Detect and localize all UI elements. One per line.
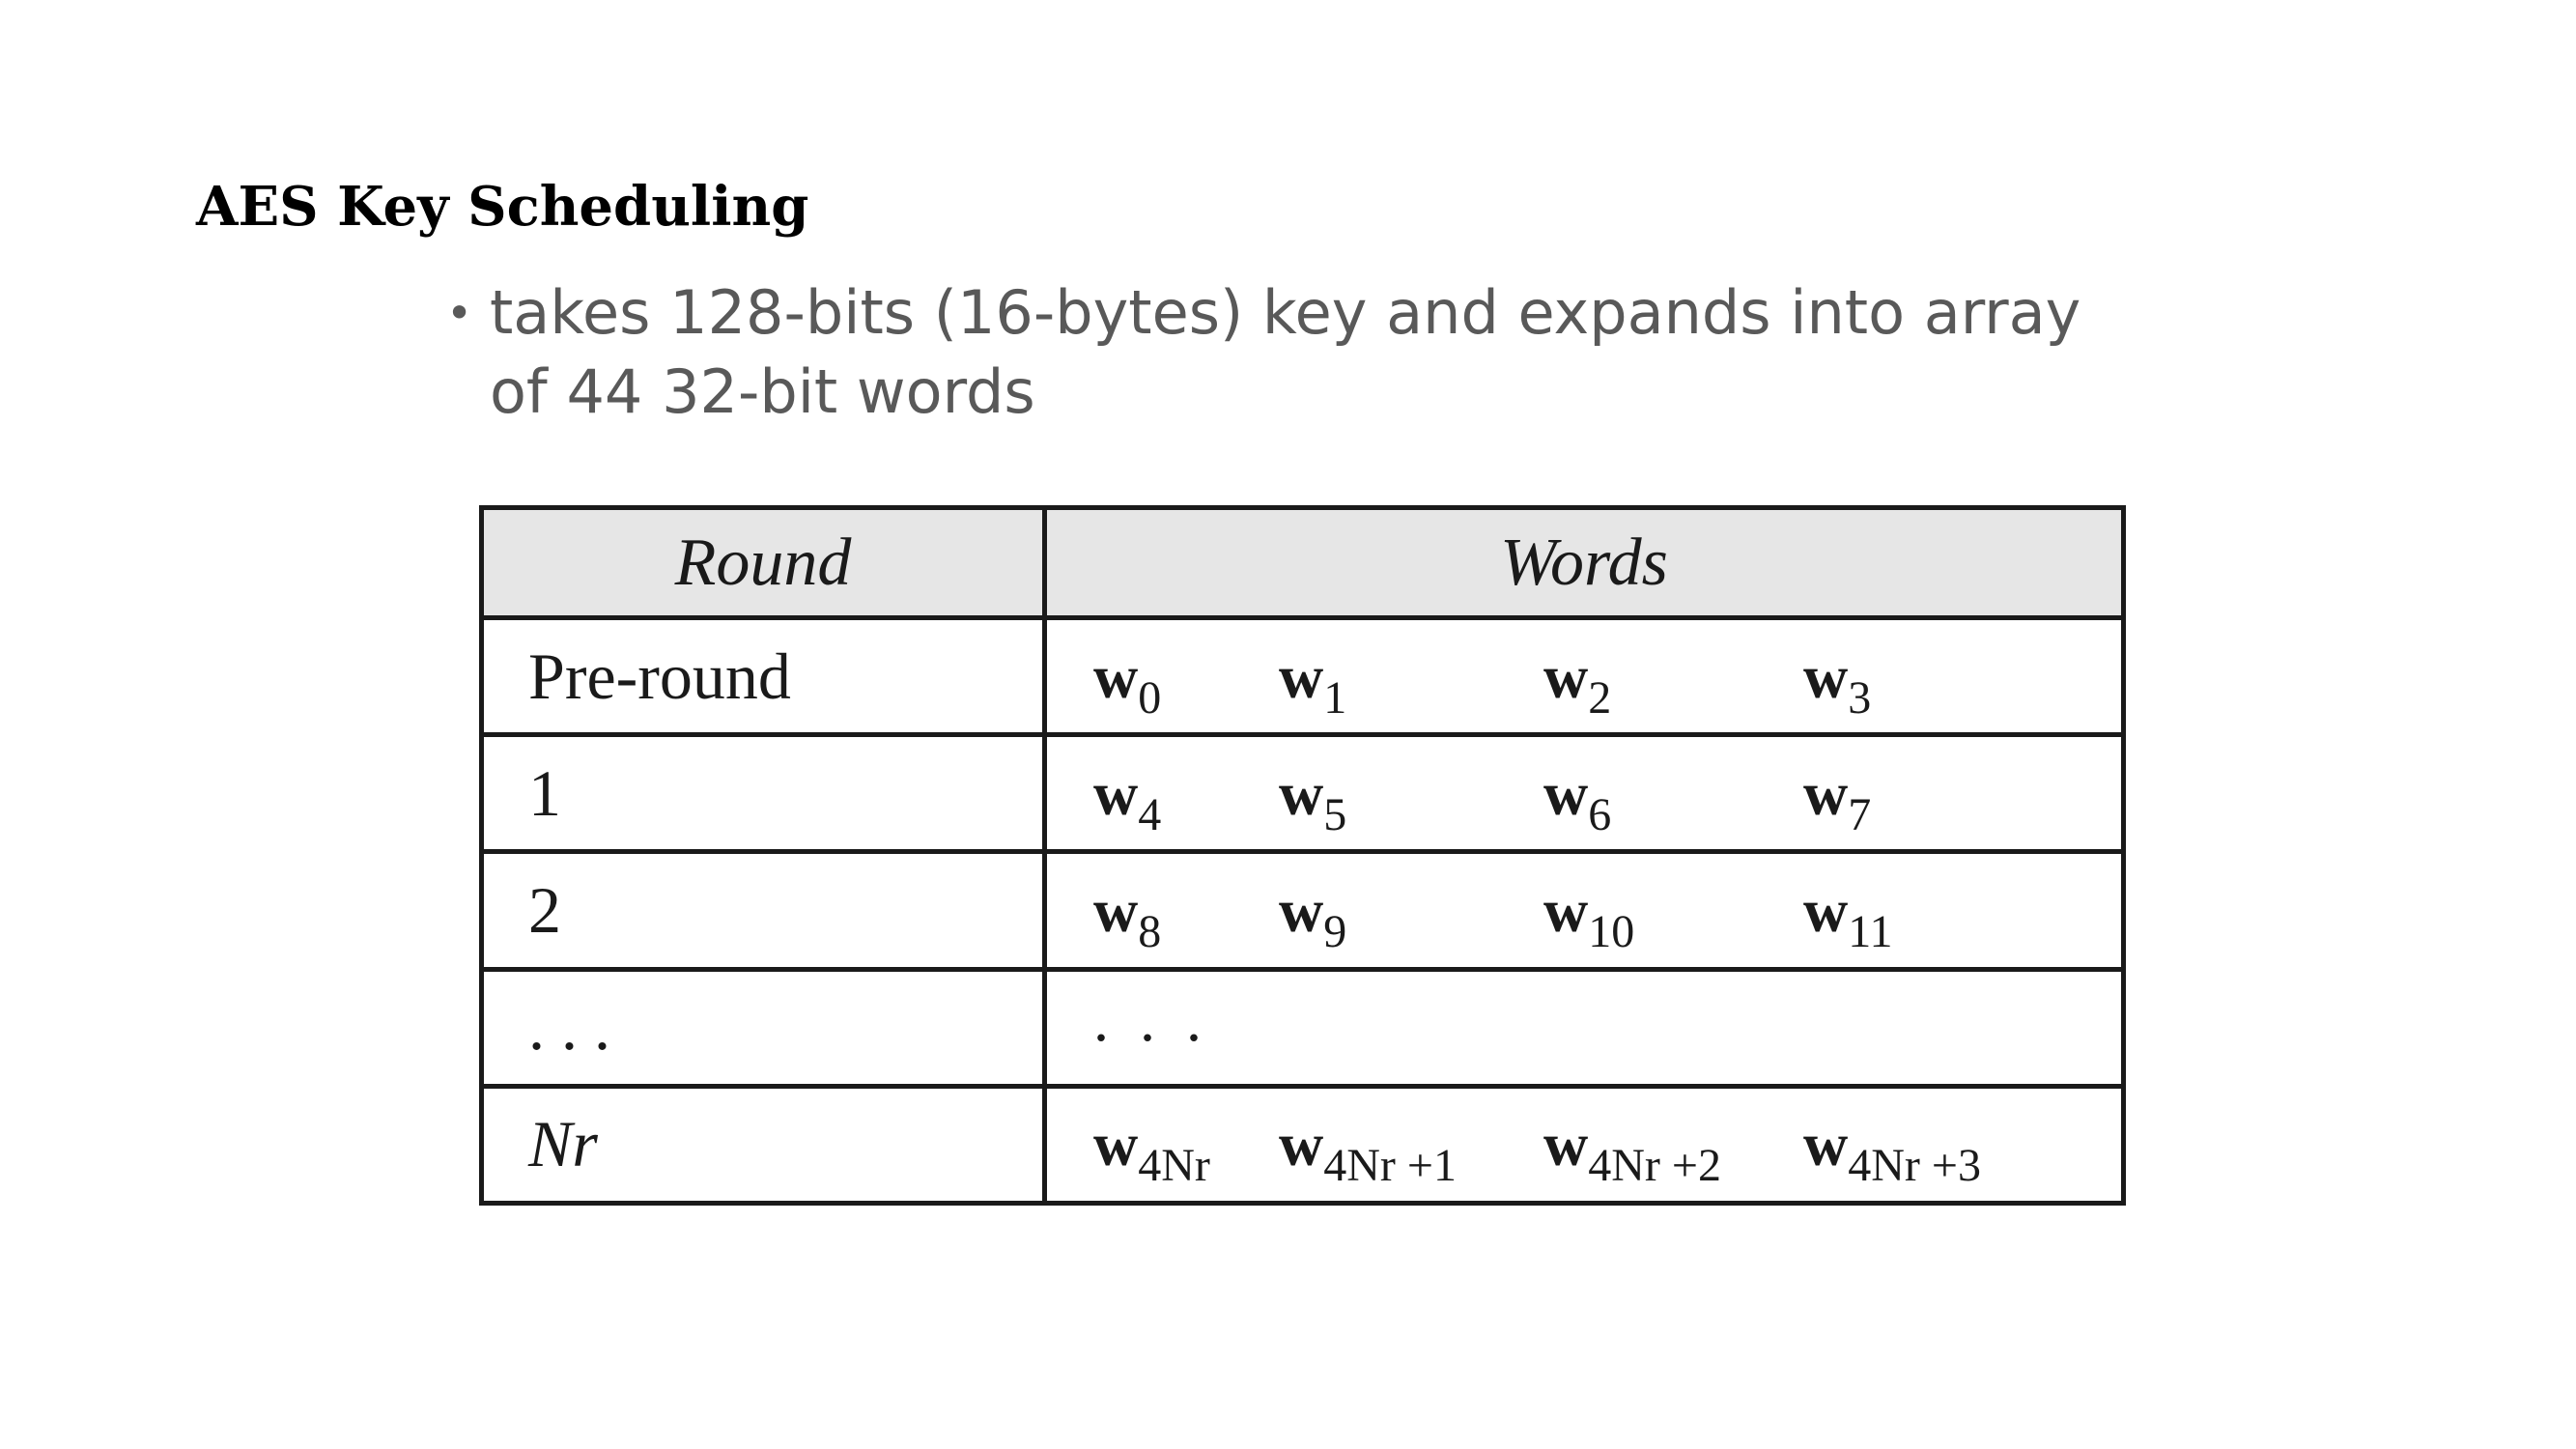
table-row [482,735,2124,852]
header-words: Words [1045,508,2124,618]
word: $w_2$ [1543,641,1612,724]
words-cell [1045,735,2124,852]
bullet-dot-icon: • [446,287,473,339]
header-round: Round [482,508,1045,618]
word: $w_{10}$ [1543,875,1635,957]
round-cell: 2 [482,852,1045,969]
slide-title: AES Key Scheduling [196,175,809,239]
round-cell: . . . [482,969,1045,1086]
round-cell: Nr [482,1086,1045,1203]
word: $w_{4Nr +3}$ [1803,1110,1981,1192]
bullet-item [446,273,2137,432]
word: $w_8$ [1093,875,1162,957]
word: $w_{4Nr}$ [1093,1110,1210,1192]
round-cell: 1 [482,735,1045,852]
word: $w_{4Nr +1}$ [1279,1110,1457,1192]
word: $w_{11}$ [1803,875,1893,957]
table-row [482,618,2124,735]
word: $w_5$ [1279,758,1347,840]
word: $w_6$ [1543,758,1612,840]
key-schedule-table [479,505,2126,1206]
word: $w_4$ [1093,758,1162,840]
table-row [482,969,2124,1086]
word: $w_3$ [1803,641,1872,724]
words-cell [1045,618,2124,735]
bullet-text: takes 128-bits (16-bytes) key and expands into array of 44 32-bit words [490,277,2081,427]
word: $w_7$ [1803,758,1872,840]
words-cell [1045,1086,2124,1203]
word: $w_1$ [1279,641,1347,724]
words-cell [1045,852,2124,969]
round-cell: Pre-round [482,618,1045,735]
word: $w_0$ [1093,641,1162,724]
ellipsis: . . . [1093,985,1209,1055]
words-cell [1045,969,2124,1086]
table-header-row [482,508,2124,618]
table-row [482,1086,2124,1203]
word: $w_9$ [1279,875,1347,957]
table-row [482,852,2124,969]
word: $w_{4Nr +2}$ [1543,1110,1721,1192]
